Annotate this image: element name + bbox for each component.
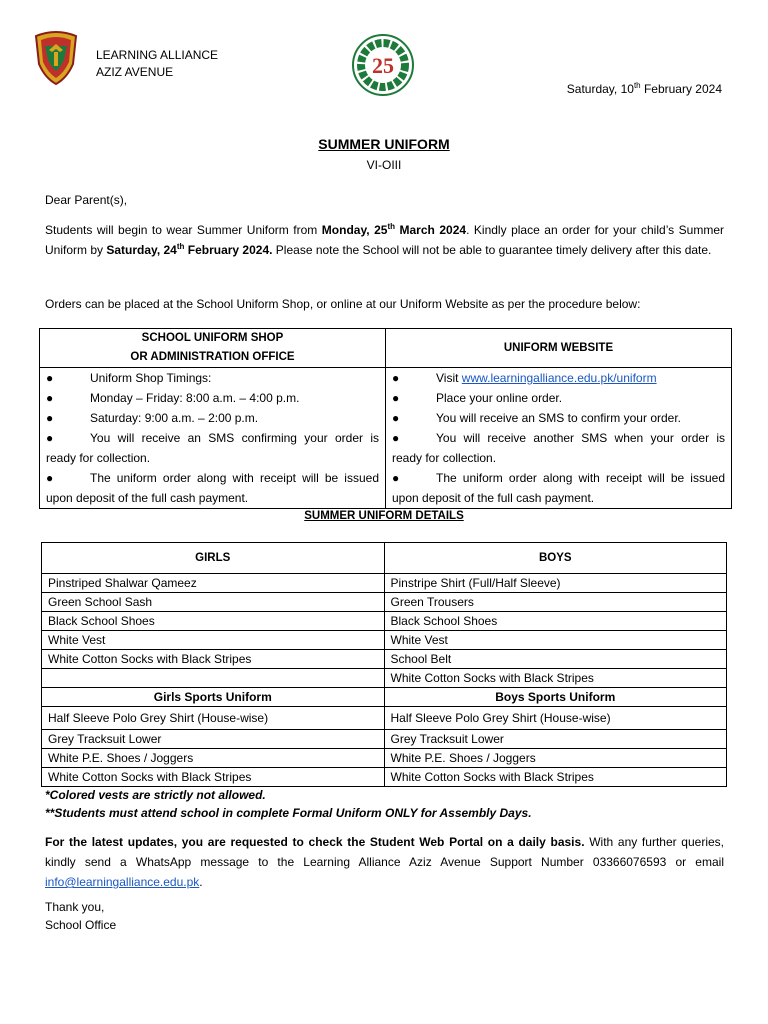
- girls-sports-header: Girls Sports Uniform: [42, 688, 385, 707]
- table-row: White Cotton Socks with Black Stripes: [42, 669, 727, 688]
- signoff: [45, 898, 116, 934]
- updates-paragraph: For the latest updates, you are requested to check the Student Web Portal on a daily basis. With any further queries, kindly send a WhatsApp message to the Learning Alliance Aziz Avenue Support Number 03366076593 or email info@learningalliance.edu.pk.: [45, 835, 724, 889]
- order-paragraph: Orders can be placed at the School Uniform Shop, or online at our Uniform Website as per the procedure below:: [45, 297, 641, 311]
- list-item: ● You will receive an SMS to confirm your order.: [392, 411, 681, 425]
- page-title: SUMMER UNIFORM: [318, 136, 450, 152]
- greeting: Dear Parent(s),: [45, 193, 128, 207]
- list-item: ● Visit www.learningalliance.edu.pk/uniform: [392, 371, 657, 385]
- list-item: ● The uniform order along with receipt will be issued upon deposit of the full cash payment.: [392, 471, 725, 505]
- list-item: ● Saturday: 9:00 a.m. – 2:00 p.m.: [46, 411, 259, 425]
- anniversary-logo: [351, 33, 415, 97]
- table-row: Pinstriped Shalwar Qameez Pinstripe Shirt (Full/Half Sleeve): [42, 574, 727, 593]
- shop-header: SCHOOL UNIFORM SHOP OR ADMINISTRATION OFFICE: [40, 329, 386, 368]
- date-sup: th: [633, 81, 641, 90]
- note-colored-vests: *Colored vests are strictly not allowed.: [45, 788, 266, 802]
- table-row: White Cotton Socks with Black Stripes White Cotton Socks with Black Stripes: [42, 768, 727, 787]
- order-deadline: Saturday, 24th February 2024.: [106, 242, 273, 257]
- list-item: ● Uniform Shop Timings:: [46, 371, 212, 385]
- start-date: Monday, 25th March 2024: [321, 222, 467, 237]
- list-item: ● Monday – Friday: 8:00 a.m. – 4:00 p.m.: [46, 391, 300, 405]
- girls-header: GIRLS: [42, 543, 385, 574]
- letter-date: [567, 82, 722, 96]
- signoff-sender: School Office: [45, 918, 117, 932]
- signoff-thanks: Thank you,: [45, 900, 105, 914]
- table-row: White Vest White Vest: [42, 631, 727, 650]
- table-row: White P.E. Shoes / Joggers White P.E. Shoes / Joggers: [42, 749, 727, 768]
- school-name-line1: LEARNING ALLIANCE: [96, 48, 219, 62]
- table-row: Black School Shoes Black School Shoes: [42, 612, 727, 631]
- list-item: ● Place your online order.: [392, 391, 563, 405]
- table-row: Grey Tracksuit Lower Grey Tracksuit Lower: [42, 730, 727, 749]
- web-header: UNIFORM WEBSITE: [386, 329, 732, 368]
- uniform-details-table: [41, 542, 727, 787]
- shop-procedure: [40, 368, 386, 509]
- order-procedure-table: [39, 328, 732, 509]
- list-item: ● The uniform order along with receipt will be issued upon deposit of the full cash payment.: [46, 471, 379, 505]
- date-prefix: Saturday, 10: [566, 82, 634, 96]
- intro-paragraph: Students will begin to wear Summer Uniform from Monday, 25th March 2024. Kindly place an order for your child’s Summer Uniform by Saturday, 24th February 2024. Please note the School will not be able to guarantee timely delivery after this date.: [45, 222, 724, 257]
- uniform-website-link[interactable]: www.learningalliance.edu.pk/uniform: [461, 371, 657, 385]
- table-row: Half Sleeve Polo Grey Shirt (House-wise) Half Sleeve Polo Grey Shirt (House-wise): [42, 707, 727, 730]
- details-title: SUMMER UNIFORM DETAILS: [304, 510, 464, 522]
- list-item: ● You will receive an SMS confirming your order is ready for collection.: [46, 431, 379, 465]
- support-email-link[interactable]: info@learningalliance.edu.pk: [45, 875, 200, 889]
- table-row: White Cotton Socks with Black Stripes School Belt: [42, 650, 727, 669]
- school-name-line2: AZIZ AVENUE: [96, 65, 174, 79]
- date-suffix: February 2024: [640, 82, 722, 96]
- boys-header: BOYS: [384, 543, 727, 574]
- page-subtitle: VI-OIII: [366, 158, 402, 172]
- web-procedure: [386, 368, 732, 509]
- anniversary-number: 25: [372, 53, 394, 78]
- note-assembly-days: **Students must attend school in complete Formal Uniform ONLY for Assembly Days.: [45, 806, 532, 820]
- table-row: Green School Sash Green Trousers: [42, 593, 727, 612]
- list-item: ● You will receive another SMS when your order is ready for collection.: [392, 431, 725, 465]
- school-crest-logo: [33, 30, 79, 86]
- school-name: [96, 47, 218, 81]
- boys-sports-header: Boys Sports Uniform: [384, 688, 727, 707]
